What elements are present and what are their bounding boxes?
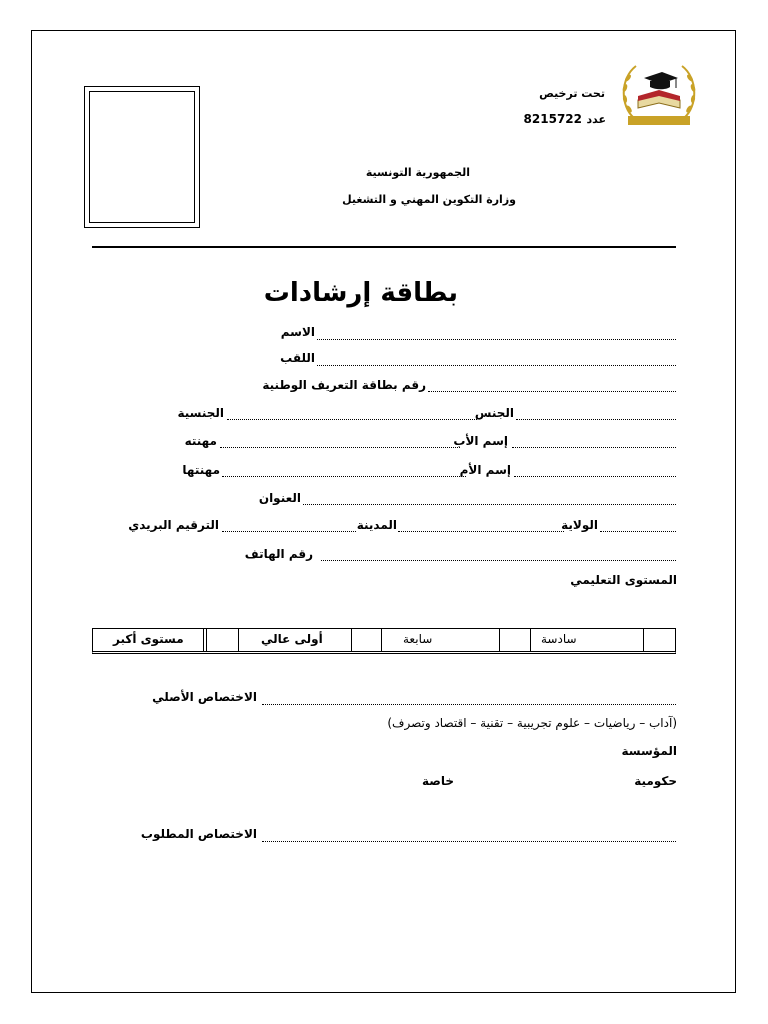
table-divider <box>530 629 531 651</box>
name-line[interactable] <box>317 339 676 340</box>
mother-name-label: إسم الأم <box>459 463 511 477</box>
national-id-label: رقم بطاقة التعريف الوطنية <box>262 378 426 392</box>
table-divider <box>381 629 382 651</box>
nationality-line[interactable] <box>227 419 477 420</box>
institution-label: المؤسسة <box>621 744 677 758</box>
mother-name-line[interactable] <box>514 476 676 477</box>
table-divider <box>203 629 207 651</box>
father-job-line[interactable] <box>220 447 460 448</box>
gender-line[interactable] <box>516 419 676 420</box>
table-divider <box>238 629 239 651</box>
level-first-higher[interactable]: أولى عالي <box>261 632 323 646</box>
table-divider <box>643 629 644 651</box>
level-seventh[interactable]: سابعة <box>403 632 433 646</box>
requested-specialty-label: الاختصاص المطلوب <box>140 827 257 841</box>
license-label: تحت ترخيص <box>539 87 605 100</box>
ministry-name: وزارة التكوين المهني و التشغيل <box>342 193 516 206</box>
original-specialty-label: الاختصاص الأصلي <box>152 690 257 704</box>
surname-line[interactable] <box>317 365 676 366</box>
license-number-label: عدد <box>586 113 606 126</box>
city-label: المدينة <box>356 518 397 532</box>
name-label: الاسم <box>280 325 315 339</box>
surname-label: اللقب <box>280 351 315 365</box>
gender-label: الجنس <box>474 406 514 420</box>
address-label: العنوان <box>258 491 301 505</box>
phone-line[interactable] <box>321 560 676 561</box>
institution-public[interactable]: حكومية <box>634 774 677 788</box>
education-heading: المستوى التعليمي <box>570 573 677 587</box>
phone-label: رقم الهاتف <box>244 547 313 561</box>
republic-name: الجمهورية التونسية <box>365 166 470 179</box>
mother-job-line[interactable] <box>222 476 466 477</box>
table-divider <box>351 629 352 651</box>
father-name-line[interactable] <box>512 447 676 448</box>
form-title: بطاقة إرشادات <box>263 278 458 308</box>
original-specialty-line[interactable] <box>262 704 676 705</box>
mother-job-label: مهنتها <box>182 463 220 477</box>
level-higher[interactable]: مستوى أكبر <box>113 632 184 646</box>
level-sixth[interactable]: سادسة <box>541 632 577 646</box>
father-job-label: مهنته <box>184 434 217 448</box>
requested-specialty-line[interactable] <box>262 841 676 842</box>
father-name-label: إسم الأب <box>453 434 508 448</box>
city-line[interactable] <box>398 531 564 532</box>
photo-box <box>84 86 200 228</box>
license-number: 8215722 <box>523 112 582 126</box>
national-id-line[interactable] <box>428 391 676 392</box>
postal-code-label: الترقيم البريدي <box>128 518 219 532</box>
nationality-label: الجنسية <box>177 406 224 420</box>
state-label: الولاية <box>561 518 598 532</box>
postal-code-line[interactable] <box>222 531 356 532</box>
institution-private[interactable]: خاصة <box>421 774 454 788</box>
address-line[interactable] <box>303 504 676 505</box>
table-divider <box>499 629 500 651</box>
specialty-options-hint: (آداب – رياضيات – علوم تجريبية – تقنية – اقتصاد وتصرف) <box>387 716 677 730</box>
state-line[interactable] <box>600 531 676 532</box>
header-divider <box>92 246 676 248</box>
institute-logo <box>616 56 702 132</box>
education-level-table <box>92 628 676 654</box>
photo-box-inner <box>89 91 195 223</box>
